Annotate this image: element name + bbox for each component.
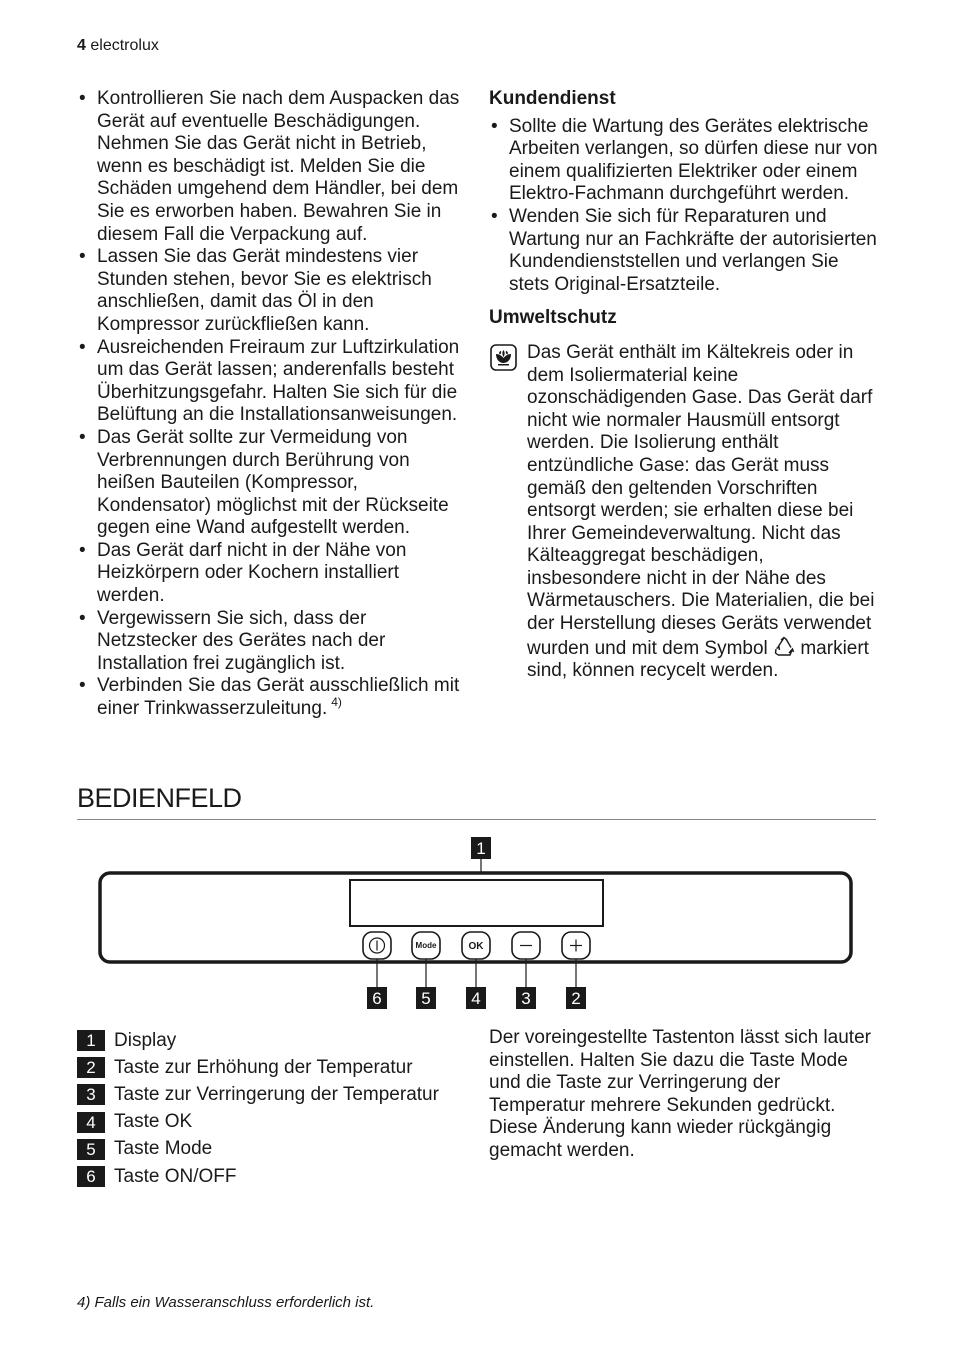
- panel-legend: [77, 1027, 439, 1190]
- recycle-icon: [773, 636, 795, 658]
- display-screen: [350, 880, 603, 926]
- list-item: • Vergewissern Sie sich, dass der Netzstecker des Gerätes nach der Installation frei zugänglich ist.: [77, 608, 469, 676]
- legend-text: Taste OK: [114, 1111, 193, 1133]
- callout-number-5: 5: [421, 989, 431, 1008]
- decrease-temperature-button[interactable]: [512, 932, 540, 959]
- list-item: • Ausreichenden Freiraum zur Luftzirkulation um das Gerät lassen; anderenfalls besteht Überhitzungsgefahr. Halten Sie sich für die Belüftung an die Installationsanweisungen.: [77, 337, 469, 427]
- callout-number-3: 3: [521, 989, 531, 1008]
- legend-item: [77, 1109, 439, 1136]
- legend-number: 6: [77, 1166, 105, 1187]
- list-item: • Kontrollieren Sie nach dem Auspacken das Gerät auf eventuelle Beschädigungen. Nehmen Sie das Gerät nicht in Betrieb, wenn es beschädigt ist. Melden Sie die Schäden umgehend dem Händler, bei dem Sie es erworben haben. Bewahren Sie in diesem Fall die Verpackung auf.: [77, 88, 469, 246]
- increase-temperature-button[interactable]: [562, 932, 590, 959]
- legend-text: Taste zur Erhöhung der Temperatur: [114, 1056, 413, 1078]
- legend-item: [77, 1163, 439, 1190]
- callout-number-2: 2: [571, 989, 581, 1008]
- kundendienst-heading: Kundendienst: [489, 88, 616, 109]
- legend-text: Display: [114, 1029, 177, 1051]
- environment-icon: [490, 344, 517, 371]
- umweltschutz-text: Das Gerät enthält im Kältekreis oder in dem Isoliermaterial keine ozonschädigenden Gase. Das Gerät darf nicht wie normaler Hausmüll entsorgt werden. Die Isolierung enthält entzündliche Gase: das Gerät muss gemäß den geltenden Vorschriften entsorgt werden; sie erhalten diese bei Ihrer Gemeindeverwaltung. Nicht das Kälteaggregat beschädigen, insbesondere nicht in der Nähe des Wärmetauschers. Die Materialien, die bei der Herstellung dieses Geräts verwendet wurden und mit dem Symbol markiert sind, können recycelt werden.: [489, 342, 881, 683]
- legend-number: 3: [77, 1084, 105, 1105]
- legend-number: 1: [77, 1030, 105, 1051]
- page-number: 4: [77, 37, 86, 54]
- legend-item: [77, 1054, 439, 1081]
- power-button[interactable]: [363, 932, 391, 959]
- legend-text: Taste Mode: [114, 1138, 213, 1160]
- footnote: 4) Falls ein Wasseranschluss erforderlich ist.: [77, 1294, 375, 1311]
- ok-button-label: OK: [468, 941, 484, 952]
- brand-name: electrolux: [90, 37, 159, 54]
- page-header: [77, 37, 159, 55]
- legend-text: Taste zur Verringerung der Temperatur: [114, 1083, 439, 1105]
- list-item: • Lassen Sie das Gerät mindestens vier Stunden stehen, bevor Sie es elektrisch anschließen, damit das Öl in den Kompressor zurückfließen kann.: [77, 246, 469, 336]
- legend-number: 2: [77, 1057, 105, 1078]
- control-panel-diagram: [77, 835, 877, 1015]
- ok-button[interactable]: [462, 932, 490, 959]
- mode-button[interactable]: [412, 932, 440, 959]
- section-title: BEDIENFELD: [77, 783, 242, 813]
- list-item: • Das Gerät darf nicht in der Nähe von Heizkörpern oder Kochern installiert werden.: [77, 540, 469, 608]
- legend-item: [77, 1027, 439, 1054]
- list-item: • Wenden Sie sich für Reparaturen und Wartung nur an Fachkräfte der autorisierten Kundendienststellen und verlangen Sie stets Original-Ersatzteile.: [489, 206, 881, 296]
- kundendienst-list: [489, 116, 881, 297]
- legend-number: 4: [77, 1112, 105, 1133]
- legend-text: Taste ON/OFF: [114, 1165, 237, 1187]
- list-item: • Sollte die Wartung des Gerätes elektrische Arbeiten verlangen, so dürfen diese nur von einem qualifizierten Elektriker oder einem Elektro-Fachmann durchgeführt werden.: [489, 116, 881, 206]
- tone-paragraph: Der voreingestellte Tastenton lässt sich lauter einstellen. Halten Sie dazu die Taste Mode und die Taste zur Verringerung der Temperatur mehrere Sekunden gedrückt. Diese Änderung kann wieder rückgängig gemacht werden.: [489, 1027, 871, 1161]
- legend-item: [77, 1081, 439, 1108]
- legend-item: [77, 1136, 439, 1163]
- list-item: • Das Gerät sollte zur Vermeidung von Verbrennungen durch Berührung von heißen Bauteilen (Kompressor, Kondensator) möglichst mit der Rückseite gegen eine Wand aufgestellt werden.: [77, 427, 469, 540]
- legend-number: 5: [77, 1139, 105, 1160]
- umweltschutz-heading: Umweltschutz: [489, 307, 617, 329]
- callout-number-4: 4: [471, 989, 481, 1008]
- safety-bullet-list: [77, 88, 469, 722]
- mode-button-label: Mode: [415, 941, 437, 950]
- callout-number-6: 6: [372, 989, 382, 1008]
- right-column: [489, 88, 881, 683]
- callout-number-1: 1: [476, 839, 486, 858]
- left-column: [77, 88, 469, 722]
- footnote-reference: 4): [331, 695, 342, 710]
- list-item: • Verbinden Sie das Gerät ausschließlich mit einer Trinkwasserzuleitung. $^{4)}$: [77, 675, 469, 721]
- section-divider: [77, 819, 876, 820]
